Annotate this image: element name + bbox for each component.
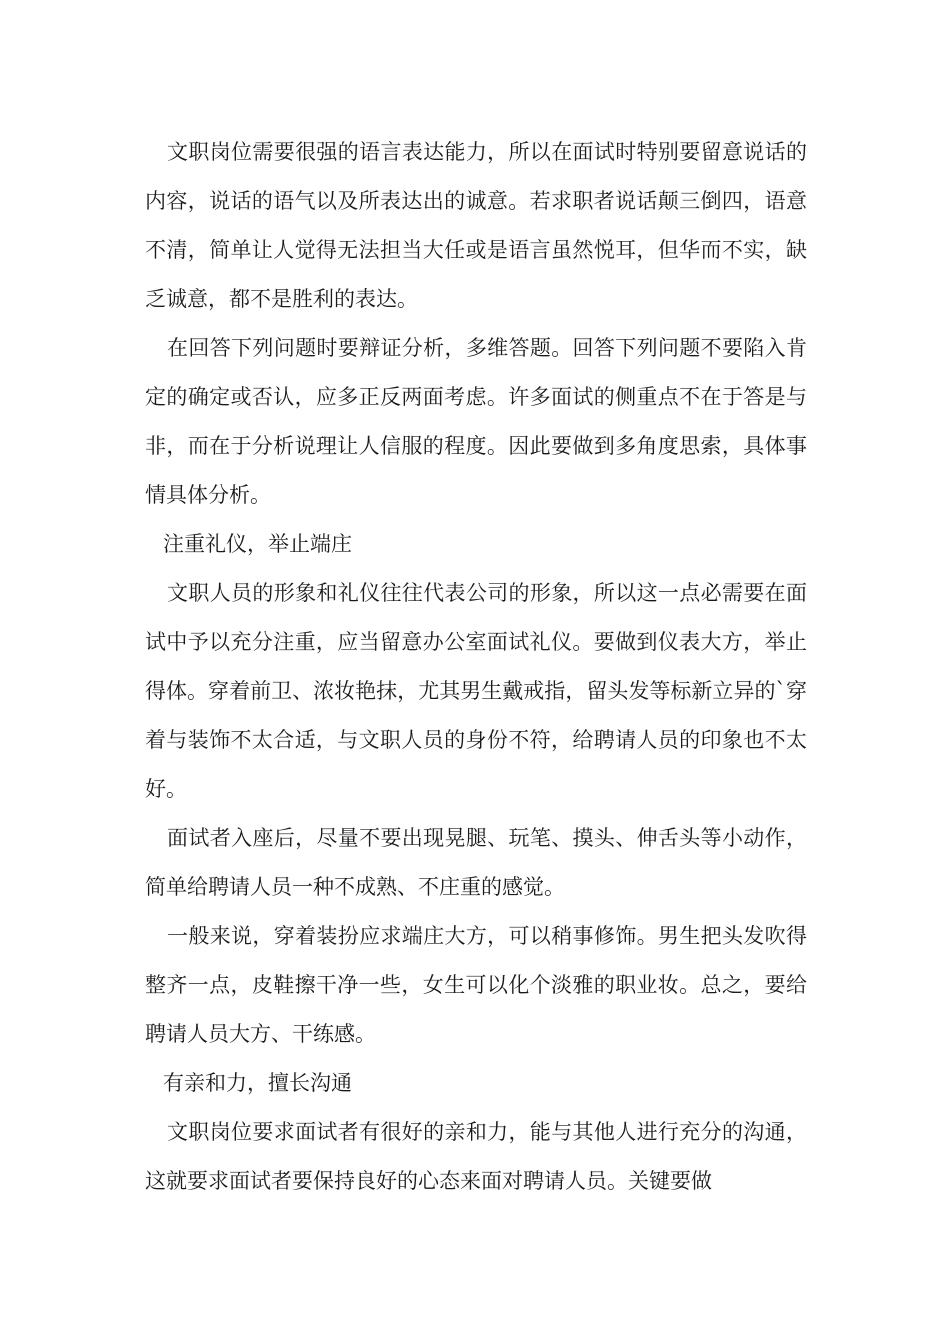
paragraph-affinity: 文职岗位要求面试者有很好的亲和力，能与其他人进行充分的沟通，这就要求面试者要保持良好的心态来面对聘请人员。关键要做 (145, 1120, 807, 1193)
paragraph-small-gestures: 面试者入座后，尽量不要出现晃腿、玩笔、摸头、伸舌头等小动作，简单给聘请人员一种不成熟、不庄重的感觉。 (145, 826, 807, 899)
paragraph-image-etiquette: 文职人员的形象和礼仪往往代表公司的形象，所以这一点必需要在面试中予以充分注重，应当留意办公室面试礼仪。要做到仪表大方，举止得体。穿着前卫、浓妆艳抹，尤其男生戴戒指，留头发等标新立异的`穿着与装饰不太合适，与文职人员的身份不符，给聘请人员的印象也不太好。 (145, 581, 807, 801)
document-body (145, 128, 807, 1206)
paragraph-dress-code: 一般来说，穿着装扮应求端庄大方，可以稍事修饰。男生把头发吹得整齐一点，皮鞋擦干净一些，女生可以化个淡雅的职业妆。总之，要给聘请人员大方、干练感。 (145, 924, 807, 1046)
section-heading-communication: 有亲和力，擅长沟通 (163, 1071, 352, 1095)
paragraph-dialectical-analysis: 在回答下列问题时要辩证分析，多维答题。回答下列问题不要陷入肯定的确定或否认，应多正反两面考虑。许多面试的侧重点不在于答是与非，而在于分析说理让人信服的程度。因此要做到多角度思索，具体事情具体分析。 (145, 336, 807, 507)
paragraph-language-expression: 文职岗位需要很强的语言表达能力，所以在面试时特别要留意说话的内容，说话的语气以及所表达出的诚意。若求职者说话颠三倒四，语意不清，简单让人觉得无法担当大任或是语言虽然悦耳，但华而不实，缺乏诚意，都不是胜利的表达。 (145, 140, 807, 311)
section-heading-etiquette: 注重礼仪，举止端庄 (163, 532, 352, 556)
